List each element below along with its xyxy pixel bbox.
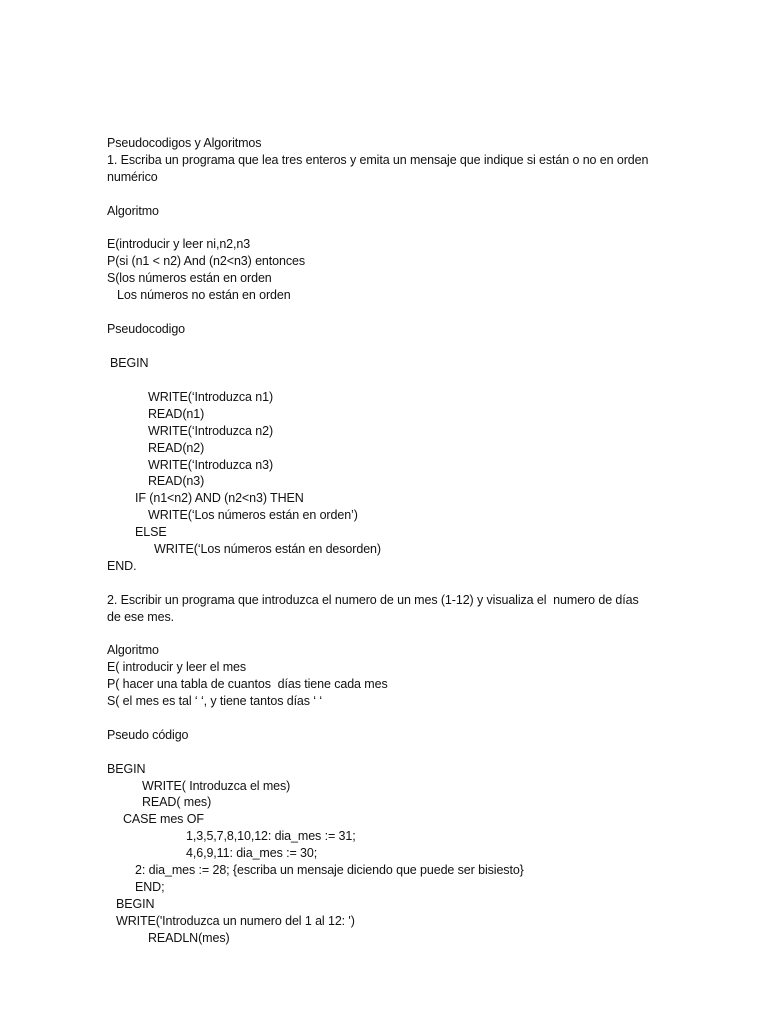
code-line: 1,3,5,7,8,10,12: dia_mes := 31; <box>186 829 356 843</box>
section-heading: Pseudocodigo <box>107 322 186 336</box>
code-line: READ(n2) <box>148 441 205 455</box>
code-line: ELSE <box>135 525 167 539</box>
code-line: READ( mes) <box>142 795 212 809</box>
exercise-1-statement-cont: numérico <box>107 170 158 184</box>
code-line: BEGIN <box>110 356 149 370</box>
code-line: 4,6,9,11: dia_mes := 30; <box>186 846 318 860</box>
code-line: BEGIN <box>107 762 146 776</box>
section-heading: Pseudo código <box>107 728 189 742</box>
code-line: READ(n3) <box>148 474 205 488</box>
code-line: CASE mes OF <box>123 812 204 826</box>
code-line: WRITE(‘Introduzca n2) <box>148 424 274 438</box>
section-heading: Algoritmo <box>107 643 159 657</box>
code-line: WRITE(‘Introduzca n1) <box>148 390 274 404</box>
algorithm-line: Los números no están en orden <box>117 288 291 302</box>
section-heading: Algoritmo <box>107 204 159 218</box>
algorithm-line: P( hacer una tabla de cuantos días tiene cada mes <box>107 677 388 691</box>
code-line: WRITE(‘Los números están en orden’) <box>148 508 358 522</box>
algorithm-line: S( el mes es tal ‘ ‘, y tiene tantos días ‘ ‘ <box>107 694 323 708</box>
exercise-2-statement: 2. Escribir un programa que introduzca el numero de un mes (1-12) y visualiza el numero de días <box>107 593 639 607</box>
exercise-2-statement-cont: de ese mes. <box>107 610 174 624</box>
code-line: BEGIN <box>116 897 155 911</box>
algorithm-line: S(los números están en orden <box>107 271 272 285</box>
code-line: 2: dia_mes := 28; {escriba un mensaje diciendo que puede ser bisiesto} <box>135 863 524 877</box>
exercise-1-statement: 1. Escriba un programa que lea tres enteros y emita un mensaje que indique si están o no en orden <box>107 153 649 167</box>
algorithm-line: E(introducir y leer ni,n2,n3 <box>107 237 251 251</box>
code-line: END. <box>107 559 137 573</box>
code-line: WRITE(‘Los números están en desorden) <box>154 542 381 556</box>
code-line: WRITE( Introduzca el mes) <box>142 779 291 793</box>
code-line: READ(n1) <box>148 407 205 421</box>
document-title: Pseudocodigos y Algoritmos <box>107 136 262 150</box>
code-line: IF (n1<n2) AND (n2<n3) THEN <box>135 491 304 505</box>
code-line: END; <box>135 880 165 894</box>
algorithm-line: P(si (n1 < n2) And (n2<n3) entonces <box>107 254 306 268</box>
algorithm-line: E( introducir y leer el mes <box>107 660 247 674</box>
code-line: WRITE('Introduzca un numero del 1 al 12: ') <box>116 914 355 928</box>
code-line: READLN(mes) <box>148 931 230 945</box>
code-line: WRITE(‘Introduzca n3) <box>148 458 274 472</box>
